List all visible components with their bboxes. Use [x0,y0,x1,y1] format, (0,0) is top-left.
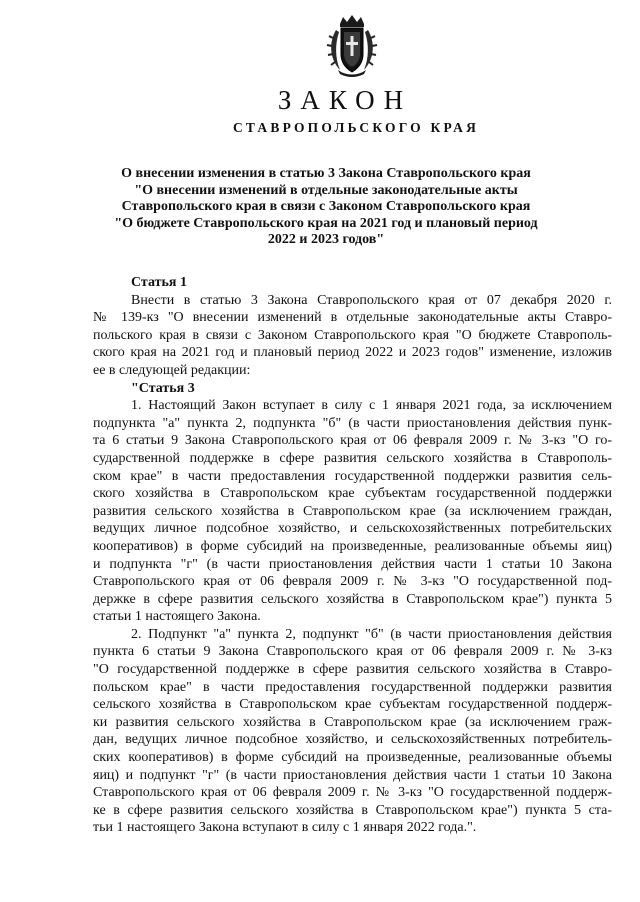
text-line: ведущих личное подсобное хозяйство, и сельскохозяйственных потребительских [93,521,612,537]
heading-line: О внесении изменения в статью 3 Закона Ставропольского края [121,166,531,181]
text-line: тьи 1 настоящего Закона вступают в силу с 1 января 2022 года.". [93,820,477,836]
text-line: и подпункта "г" (в части приостановления действия части 1 статьи 10 Закона [93,556,612,572]
text-line: Внести в статью 3 Закона Ставропольского края от 07 декабря 2020 г. [131,292,612,308]
law-body [93,274,612,837]
text-line: ке в сфере развития сельского хозяйства в Ставропольском крае") пункта 5 ста- [93,802,612,818]
text-line: ее в следующей редакции: [93,362,251,378]
text-line: Ставропольского края от 06 февраля 2009 г. № 3-кз "О государственной поддерж- [93,785,612,801]
document-subtitle: СТАВРОПОЛЬСКОГО КРАЯ [232,120,480,135]
text-line: развития сельского хозяйства в Ставропольском крае (за исключением граждан, [93,503,612,519]
text-line: та 6 статьи 9 Закона Ставропольского края от 06 февраля 2009 г. № 3-кз "О го- [93,433,612,449]
text-line: сударственной поддержке в сфере развития сельского хозяйства в Ставрополь- [93,450,612,466]
text-line: № 139-кз "О внесении изменений в отдельные законодательные акты Ставро- [93,310,612,326]
heading-line: "О бюджете Ставропольского края на 2021 год и плановый период [114,215,538,231]
article-1-title: Статья 1 [131,275,187,290]
text-line: ских кооперативов) в форме субсидий на произведенные, реализованные объемы [93,750,612,766]
text-line: 1. Настоящий Закон вступает в силу с 1 января 2021 года, за исключением [131,398,612,414]
text-line: кооперативов) в форме субсидий на произведенные, реализованные объемы яиц) [93,538,612,554]
text-line: ского хозяйства в Ставропольском крае субъектам государственной поддержки [93,486,612,502]
text-line: ского края на 2021 год и плановый период 2022 и 2023 годов" изменение, изложив [93,345,612,361]
text-line: дан, ведущих личное подсобное хозяйство, и сельскохозяйственных потребитель- [93,732,612,748]
text-line: ки развития сельского хозяйства в Ставропольском крае (за исключением граж- [93,714,612,730]
text-line: 2. Подпункт "а" пункта 2, подпункт "б" (в части приостановления действия [131,626,612,642]
text-line: статьи 1 настоящего Закона. [93,609,261,625]
text-line: держке в сфере развития сельского хозяйства в Ставропольском крае") пункта 5 [93,591,612,607]
article-3-title: "Статья 3 [131,380,195,396]
text-line: польского края в связи с Законом Ставропольского края "О бюджете Ставрополь- [93,327,612,343]
text-line: "О государственной поддержке в сфере развития сельского хозяйства в Ставро- [93,662,612,678]
heading-line: "О внесении изменений в отдельные законодательные акты [134,182,518,198]
document-title: ЗАКОН [277,85,413,115]
text-line: яиц) и подпункт "г" (в части приостановления действия части 1 статьи 10 Закона [93,767,612,783]
heading-line: 2022 и 2023 годов" [267,232,385,247]
heading-line: Ставропольского края в связи с Законом Ставропольского края [121,199,531,214]
law-heading [96,166,556,249]
text-line: сельского хозяйства в Ставропольском крае субъектам государственной поддерж- [93,697,612,713]
text-line: Ставропольского края от 06 февраля 2009 г. № 3-кз "О государственной под- [93,574,612,590]
text-line: подпункта "а" пункта 2, подпункта "б" (в части приостановления действия пунк- [93,415,612,431]
text-line: пункта 6 статьи 9 Закона Ставропольского края от 06 февраля 2009 г. № 3-кз [93,644,612,660]
text-line: польском крае" в части предоставления государственной поддержки развития [93,679,612,695]
stavropol-coat-of-arms-icon [326,14,378,78]
text-line: ском крае" в части предоставления государственной поддержки развития сель- [93,468,612,484]
